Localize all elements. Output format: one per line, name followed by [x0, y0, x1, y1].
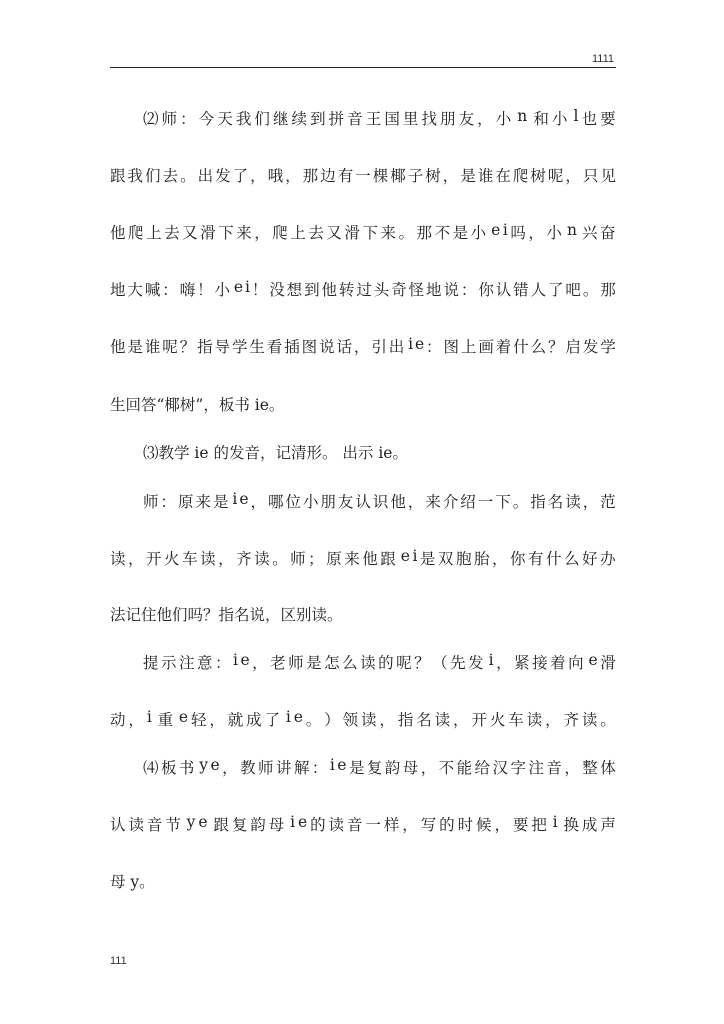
- paragraph-line: 他 爬 上 去 又 滑 下 来 ， 爬 上 去 又 滑 下 来 。 那 不 是 小 e i 吗 ， 小 n 兴 奋: [110, 221, 616, 242]
- paragraph-line: ⑶教学 ie 的发音，记清形。 出示 ie。: [143, 444, 408, 462]
- paragraph-line: 读 ， 开 火 车 读 ， 齐 读 。 师 ； 原 来 他 跟 e i 是 双 胞 胎 ， 你 有 什 么 好 办: [110, 547, 616, 568]
- paragraph-line: 他 是 谁 呢 ？ 指 导 学 生 看 插 图 说 话 ， 引 出 i e ： 图 上 画 着 什 么 ？ 启 发 学: [110, 335, 616, 356]
- paragraph-line: 地 大 喊 ： 嗨 ！ 小 e i ！ 没 想 到 他 转 过 头 奇 怪 地 说 ： 你 认 错 人 了 吧 。 那: [110, 278, 616, 299]
- paragraph-line: ⑵ 师 ： 今 天 我 们 继 续 到 拼 音 王 国 里 找 朋 友 ， 小 n 和 小 l 也 要: [143, 107, 616, 128]
- paragraph-line: 师 ： 原 来 是 i e ， 哪 位 小 朋 友 认 识 他 ， 来 介 绍 一 下 。 指 名 读 ， 范: [143, 490, 616, 511]
- paragraph-line: ⑷ 板 书 y e ， 教 师 讲 解 ： i e 是 复 韵 母 ， 不 能 给 汉 字 注 音 ， 整 体: [143, 756, 616, 777]
- paragraph-line: 母 y。: [110, 873, 155, 891]
- paragraph-line: 法记住他们吗？指名说，区别读。: [110, 606, 343, 624]
- paragraph-line: 认 读 音 节 y e 跟 复 韵 母 i e 的 读 音 一 样 ， 写 的 时 候 ， 要 把 i 换 成 声: [110, 813, 616, 834]
- paragraph-line: 生回答“椰树”，板书 ie。: [110, 396, 285, 414]
- header-rule: [110, 67, 616, 68]
- footer-page-number: 111: [110, 955, 127, 967]
- paragraph-line: 动 ， i 重 e 轻 ， 就 成 了 i e 。 ） 领 读 ， 指 名 读 ， 开 火 车 读 ， 齐 读 。: [110, 708, 616, 729]
- header-page-number: 1111: [591, 53, 614, 65]
- paragraph-line: 提 示 注 意 ： i e ， 老 师 是 怎 么 读 的 呢 ？ （ 先 发 i ， 紧 接 着 向 e 滑: [143, 651, 616, 672]
- paragraph-line: 跟 我 们 去 。 出 发 了 ， 哦 ， 那 边 有 一 棵 椰 子 树 ， 是 谁 在 爬 树 呢 ， 只 见: [110, 167, 616, 185]
